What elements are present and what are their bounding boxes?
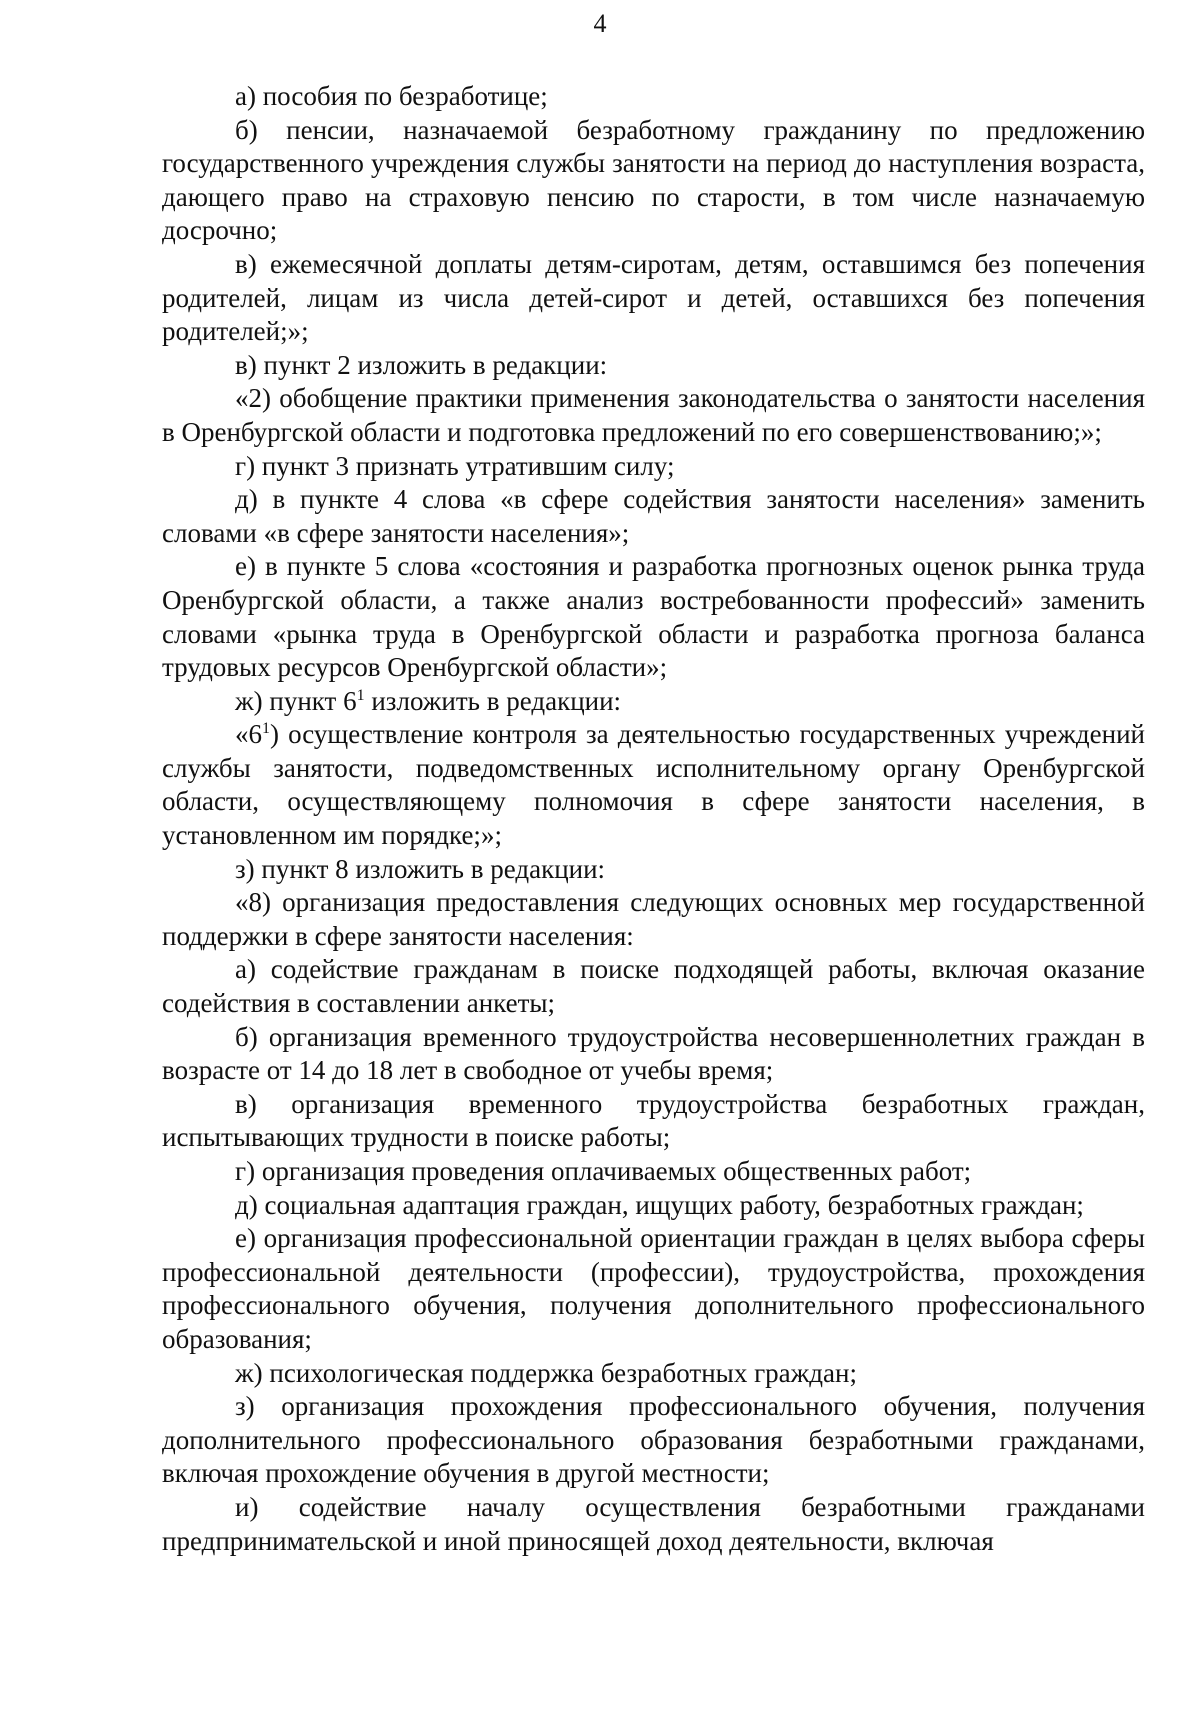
paragraph-list-zh: ж) психологическая поддержка безработных граждан; xyxy=(235,1357,857,1388)
paragraph-list-g: г) организация проведения оплачиваемых общественных работ; xyxy=(235,1156,972,1186)
superscript: 1 xyxy=(262,720,270,738)
paragraph-z-item-8: з) пункт 8 изложить в редакции: xyxy=(235,853,606,884)
paragraph-list-b: б) организация временного трудоустройства несовершеннолетних граждан в возрасте от 14 до 18 лет в свободное от учебы время; xyxy=(162,1021,1145,1086)
paragraph-list-d: д) социальная адаптация граждан, ищущих работу, безработных граждан; xyxy=(235,1189,1084,1220)
paragraph-v-item-2: в) пункт 2 изложить в редакции: xyxy=(235,349,608,380)
paragraph-text-part: изложить в редакции: xyxy=(364,685,622,716)
paragraph-e-item-5: е) в пункте 5 слова «состояния и разработка прогнозных оценок рынка труда Оренбургской области, а также анализ востребованности профессий» заменить словами «рынка труда в Оренбургской области и разработка прогноза баланса трудовых ресурсов Оренбургской области»; xyxy=(162,551,1145,683)
paragraph-d-item-4: д) в пункте 4 слова «в сфере содействия занятости населения» заменить словами «в сфере занятости населения»; xyxy=(162,484,1145,548)
paragraph-list-z: з) организация прохождения профессионального обучения, получения дополнительного профессионального образования безработными гражданами, включая прохождение обучения в другой местности; xyxy=(162,1391,1145,1489)
paragraph-list-i: и) содействие началу осуществления безработными гражданами предпринимательской и иной приносящей доход деятельности, включая xyxy=(162,1491,1145,1556)
paragraph-text-part: ) осуществление контроля за деятельностью государственных учреждений службы занятости, подведомственных исполнительному органу Оренбургской области, осуществляющему полномочия в сфере занятости населения, в установленном им порядке;»; xyxy=(162,719,1145,851)
paragraph-g-item-3: г) пункт 3 признать утратившим силу; xyxy=(235,450,675,481)
superscript: 1 xyxy=(356,686,365,704)
paragraph-item-2-text: «2) обобщение практики применения законодательства о занятости населения в Оренбургской области и подготовка предложений по его совершенствованию;»; xyxy=(162,383,1145,447)
paragraph-text-part: ж) пункт 6 xyxy=(235,685,357,716)
document-body xyxy=(162,80,1145,1558)
paragraph-list-e: е) организация профессиональной ориентации граждан в целях выбора сферы профессиональной деятельности (профессии), трудоустройства, прохождения профессионального обучения, получения дополнительного профессионального образования; xyxy=(162,1223,1145,1354)
paragraph-item-8-text: «8) организация предоставления следующих основных мер государственной поддержки в сфере занятости населения: xyxy=(162,887,1145,951)
paragraph-a-unemployment-benefit: а) пособия по безработице; xyxy=(235,81,548,111)
paragraph-item-6-1-text xyxy=(162,718,1145,852)
paragraph-text-part: «6 xyxy=(235,719,262,750)
paragraph-b-pension: б) пенсии, назначаемой безработному гражданину по предложению государственного учреждения службы занятости на период до наступления возраста, дающего право на страховую пенсию по старости, в том числе назначаемую досрочно; xyxy=(162,114,1145,246)
paragraph-zh-item-6-1 xyxy=(162,685,1145,719)
paragraph-v-monthly-supplement: в) ежемесячной доплаты детям-сиротам, детям, оставшимся без попечения родителей, лицам из числа детей-сирот и детей, оставшихся без попечения родителей;»; xyxy=(162,248,1145,347)
paragraph-list-v: в) организация временного трудоустройства безработных граждан, испытывающих трудности в поиске работы; xyxy=(162,1088,1145,1153)
paragraph-list-a: а) содействие гражданам в поиске подходящей работы, включая оказание содействия в составлении анкеты; xyxy=(162,954,1145,1019)
page-number: 4 xyxy=(593,9,607,38)
